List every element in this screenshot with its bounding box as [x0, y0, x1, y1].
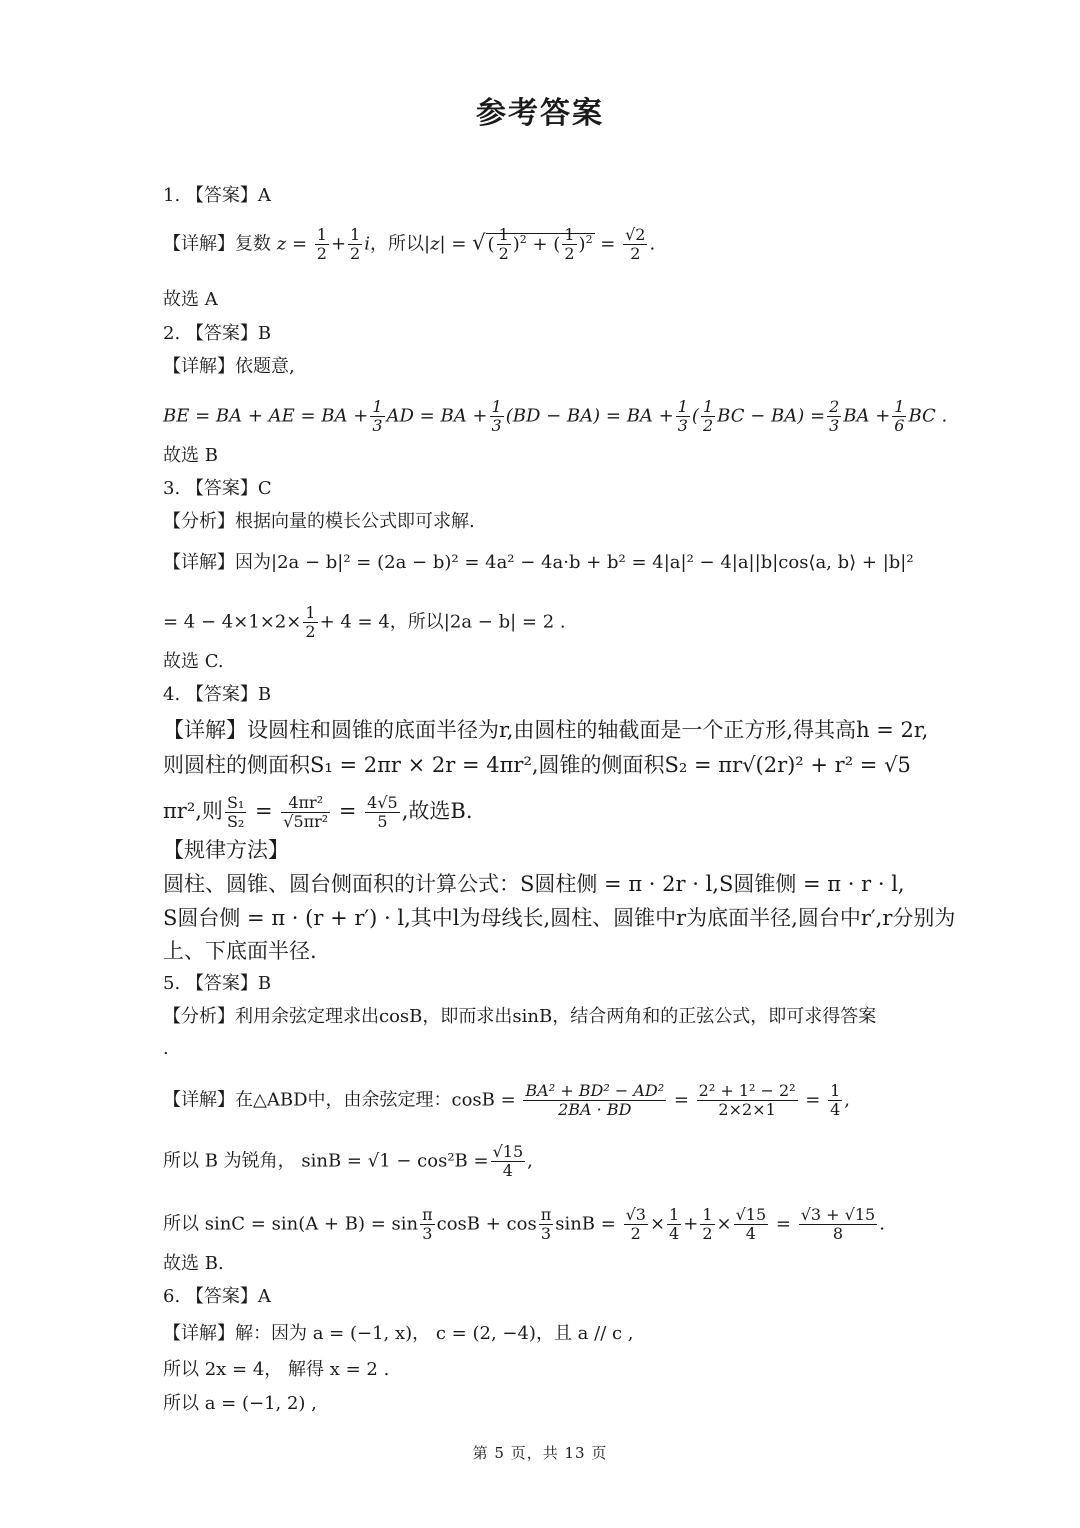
- q4-rule-line3: 上、下底面半径.: [163, 939, 317, 963]
- q5-detail-line1: 【详解】在△ABD中，由余弦定理：cosB = $\frac{\text{BA² + BD² − AD²}}{2BA \cdot BD}$ = $\frac{\text{2² + 1² − 2²}}{2\times 2\times 1}$ = $\frac{1}{4}$ ,: [163, 1081, 851, 1119]
- q4-rule-head: 【规律方法】: [163, 838, 289, 862]
- q5-analysis-dot: .: [163, 1038, 169, 1059]
- q4-detail-line1: 【详解】设圆柱和圆锥的底面半径为r,由圆柱的轴截面是一个正方形,得其高h = 2r,: [163, 718, 929, 742]
- page-footer: 第 5 页，共 13 页: [472, 1444, 608, 1462]
- q6-answer: 6. 【答案】A: [163, 1286, 271, 1307]
- q6-detail-line3: 所以 a = (−1, 2) ,: [163, 1393, 317, 1414]
- q1-detail: 【详解】复数 z = $\frac{1}{2}$ + $\frac{1}{2}$ i，所以|z| = √ ( $\frac{1}{2}$ )$^2$ + ( $\frac{1}{2}$ )$^2$ = $\frac{√2}{2}$ .: [163, 225, 656, 263]
- q3-detail-line2: = 4 − 4×1×2× $\frac{1}{2}$ + 4 = 4，所以|2a − b| = 2 .: [163, 603, 566, 641]
- q3-analysis: 【分析】根据向量的模长公式即可求解.: [163, 511, 475, 532]
- q5-answer: 5. 【答案】B: [163, 973, 272, 994]
- q3-choose: 故选 C.: [163, 651, 224, 672]
- q4-rule-line1: 圆柱、圆锥、圆台侧面积的计算公式：S圆柱侧 = π · 2r · l,S圆锥侧 = π · r · l,: [163, 872, 905, 896]
- q3-detail: 【详解】因为|2a − b|² = (2a − b)² = 4a² − 4a·b + b² = 4|a|² − 4|a||b|cos⟨a, b⟩ + |b|²: [163, 552, 914, 573]
- q6-detail-line2: 所以 2x = 4， 解得 x = 2 .: [163, 1359, 390, 1380]
- q2-formula: BE = BA + AE = BA + $\frac{1}{3}$ AD = BA + $\frac{1}{3}$ (BD − BA) = BA + $\frac{1}{3}$ ( $\frac{1}{2}$ BC − BA) = $\frac{2}{3}$ BA + $\frac{1}{6}$ BC .: [163, 397, 948, 435]
- q1-choose: 故选 A: [163, 289, 218, 310]
- q4-rule-line2: S圆台侧 = π · (r + r′) · l,其中l为母线长,圆柱、圆锥中r为底面半径,圆台中r′,r分别为: [163, 906, 956, 930]
- q4-detail-line3: πr²,则 $\frac{\text{S₁}}{\text{S₂}}$ = $\frac{\text{4πr²}}{\text{√5πr²}}$ = $\frac{4√5}{5}$ ,故选B.: [163, 793, 473, 831]
- q1-result: $\frac{√2}{2}$: [625, 225, 646, 263]
- q1-answer: 1. 【答案】A: [163, 185, 271, 206]
- q5-detail-line2: 所以 B 为锐角， sinB = √1 − cos²B = $\frac{√15}{4}$ ,: [163, 1142, 533, 1180]
- q4-answer: 4. 【答案】B: [163, 684, 272, 705]
- q1-var-z: z: [276, 233, 287, 255]
- q5-detail-line3: 所以 sinC = sin(A + B) = sin $\frac{\pi}{3}$ cosB + cos $\frac{\pi}{3}$ sinB = $\frac{√3}{2}$ × $\frac{1}{4}$ + $\frac{1}{2}$ × $\frac{√15}{4}$ = $\frac{√3 + √15}{8}$ .: [163, 1205, 885, 1243]
- q5-choose: 故选 B.: [163, 1253, 224, 1274]
- q6-detail-line1: 【详解】解：因为 a = (−1, x)， c = (2, −4)，且 a // c ,: [163, 1323, 634, 1344]
- q5-analysis: 【分析】利用余弦定理求出cosB，即而求出sinB，结合两角和的正弦公式，即可求得答案: [163, 1006, 877, 1027]
- q1-frac-half-b: $\frac{1}{2}$: [350, 225, 361, 263]
- q3-answer: 3. 【答案】C: [163, 478, 272, 499]
- q1-suo-yi: ，所以: [369, 233, 424, 255]
- q4-detail-line2: 则圆柱的侧面积S₁ = 2πr × 2r = 4πr²,圆锥的侧面积S₂ = πr√(2r)² + r² = √5: [163, 753, 911, 777]
- q1-frac-half-a: $\frac{1}{2}$: [316, 225, 327, 263]
- q1-detail-lead: 【详解】复数: [163, 233, 271, 255]
- q2-choose: 故选 B: [163, 445, 218, 466]
- q2-answer: 2. 【答案】B: [163, 323, 272, 344]
- page-title: 参考答案: [476, 96, 604, 131]
- q2-detail: 【详解】依题意,: [163, 356, 295, 377]
